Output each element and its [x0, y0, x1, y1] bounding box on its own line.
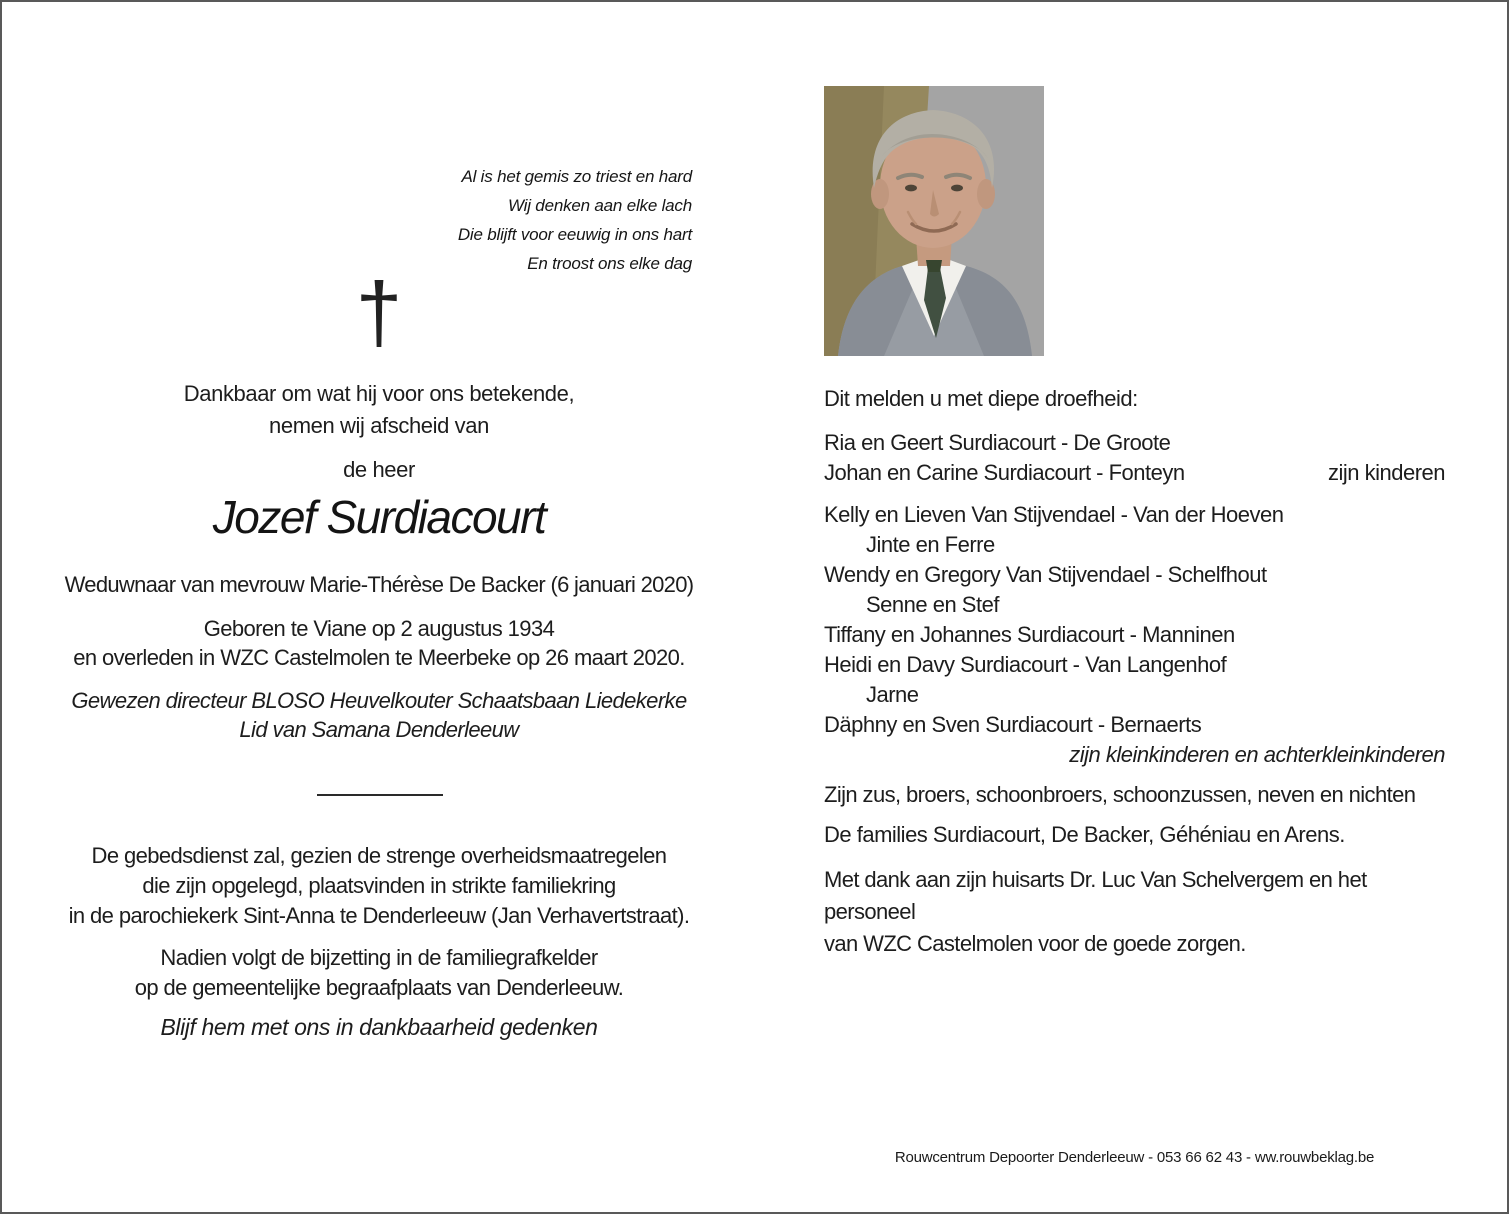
child-line: Ria en Geert Surdiacourt - De Groote	[824, 430, 1171, 455]
families-line: De families Surdiacourt, De Backer, Géhéniau en Arens.	[824, 822, 1345, 847]
thanks-line: Met dank aan zijn huisarts Dr. Luc Van Schelvergem en het personeel	[824, 867, 1367, 924]
intro-line: Dankbaar om wat hij voor ons betekende,	[183, 381, 575, 406]
children-relation-label: zijn kinderen	[1327, 460, 1445, 485]
portrait-photo-graphic	[824, 86, 1044, 356]
thanks-line: van WZC Castelmolen voor de goede zorgen.	[824, 931, 1246, 956]
deceased-name: Jozef Surdiacourt	[212, 491, 546, 543]
farewell-intro	[32, 378, 726, 442]
children-list	[824, 428, 1445, 488]
cross-icon: †	[355, 265, 403, 359]
child-line-with-label	[824, 458, 1445, 488]
birth-line: Geboren te Viane op 2 augustus 1934	[203, 616, 555, 641]
funeral-home-footer: Rouwcentrum Depoorter Denderleeuw - 053 66 62 43 - ww.rouwbeklag.be	[894, 1149, 1375, 1166]
section-divider	[317, 794, 443, 796]
closing-sentence: Blijf hem met ons in dankbaarheid gedenken	[160, 1014, 598, 1040]
child-line: Johan en Carine Surdiacourt - Fonteyn	[824, 460, 1185, 485]
grandchildren-list	[824, 500, 1445, 770]
service-line: in de parochiekerk Sint-Anna te Denderleeuw (Jan Verhavertstraat).	[68, 903, 690, 928]
intro-line: nemen wij afscheid van	[269, 413, 489, 438]
death-line: en overleden in WZC Castelmolen te Meerbeke op 26 maart 2020.	[73, 645, 685, 670]
poem-line: Wij denken aan elke lach	[507, 196, 692, 215]
greatgrandchild-line: Senne en Stef	[866, 592, 999, 617]
burial-line: Nadien volgt de bijzetting in de familiegrafkelder	[160, 945, 598, 970]
service-line: De gebedsdienst zal, gezien de strenge overheidsmaatregelen	[91, 843, 667, 868]
relatives-line: Zijn zus, broers, schoonbroers, schoonzussen, neven en nichten	[824, 782, 1416, 807]
service-announcement	[32, 841, 726, 931]
role-line: Lid van Samana Denderleeuw	[239, 717, 519, 742]
burial-announcement	[32, 943, 726, 1003]
thanks-paragraph	[824, 864, 1445, 960]
life-dates	[32, 614, 726, 672]
greatgrandchild-line: Jinte en Ferre	[866, 532, 995, 557]
greatgrandchild-line: Jarne	[866, 682, 919, 707]
grandchildren-relation-label: zijn kleinkinderen en achterkleinkinderen	[1069, 742, 1445, 767]
widower-line: Weduwnaar van mevrouw Marie-Thérèse De Backer (6 januari 2020)	[64, 572, 694, 597]
poem-line: Al is het gemis zo triest en hard	[461, 167, 692, 186]
grandchild-line: Tiffany en Johannes Surdiacourt - Manninen	[824, 622, 1235, 647]
poem-line: En troost ons elke dag	[527, 254, 692, 273]
poem-line: Die blijft voor eeuwig in ons hart	[457, 225, 692, 244]
portrait-photo	[824, 86, 1044, 356]
announcement-heading: Dit melden u met diepe droefheid:	[824, 386, 1138, 411]
grandchild-line: Wendy en Gregory Van Stijvendael - Schelfhout	[824, 562, 1267, 587]
grandchild-line: Kelly en Lieven Van Stijvendael - Van der Hoeven	[824, 502, 1284, 527]
salutation: de heer	[343, 457, 415, 482]
service-line: die zijn opgelegd, plaatsvinden in strikte familiekring	[142, 873, 616, 898]
grandchild-line: Heidi en Davy Surdiacourt - Van Langenhof	[824, 652, 1227, 677]
roles	[32, 686, 726, 744]
grandchild-line: Däphny en Sven Surdiacourt - Bernaerts	[824, 712, 1202, 737]
burial-line: op de gemeentelijke begraafplaats van Denderleeuw.	[134, 975, 624, 1000]
role-line: Gewezen directeur BLOSO Heuvelkouter Schaatsbaan Liedekerke	[71, 688, 687, 713]
